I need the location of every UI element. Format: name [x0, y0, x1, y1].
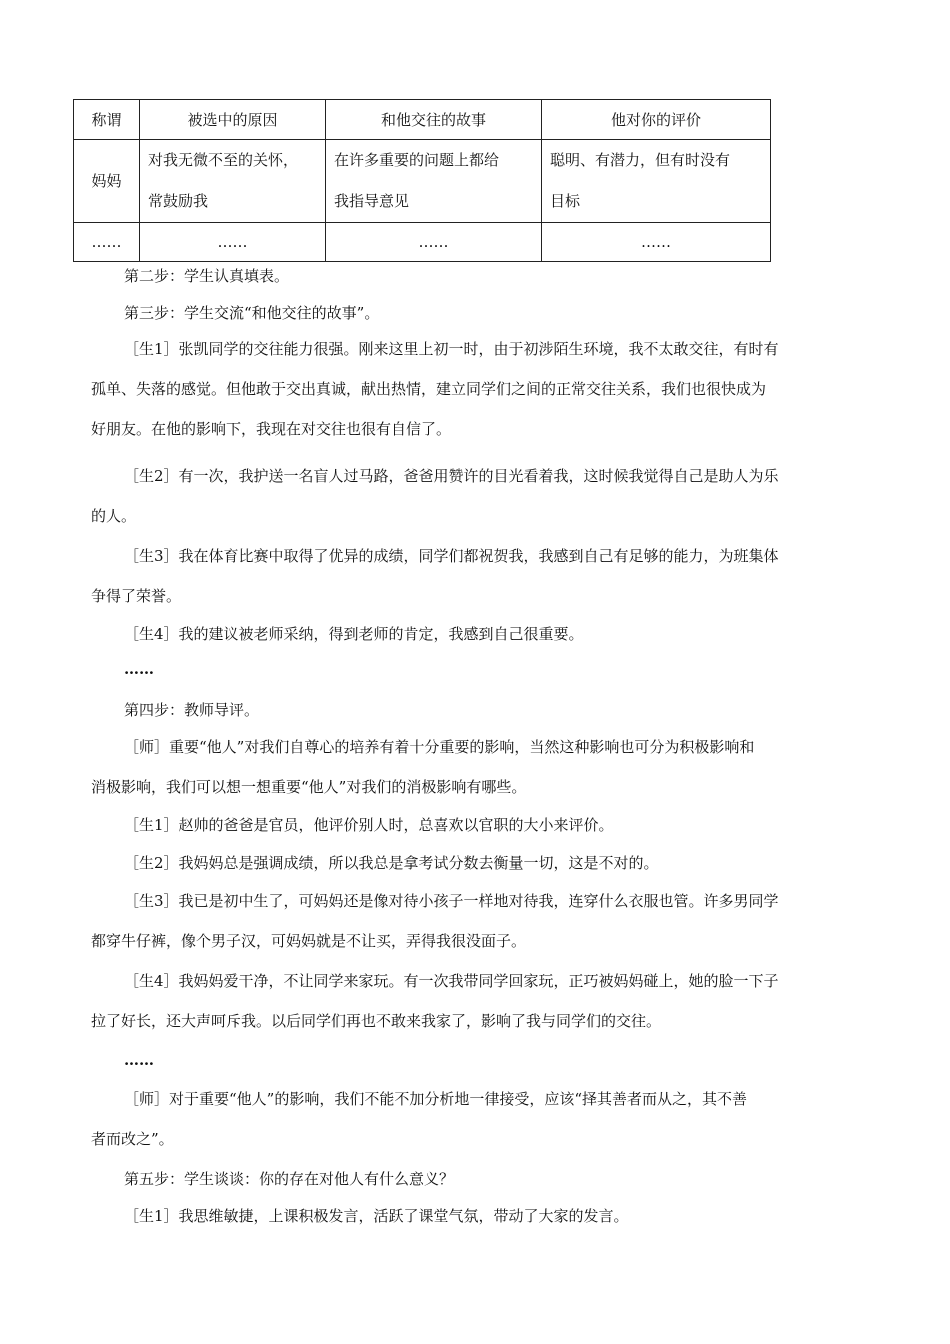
cell-ellipsis: ……: [326, 223, 542, 262]
para-line: 者而改之”。: [91, 1130, 174, 1148]
negative-example-3: [91, 891, 861, 971]
student-2-story: [91, 466, 861, 546]
step-4: 第四步：教师导评。: [124, 701, 260, 719]
table-row: [74, 140, 771, 223]
header-title: 称谓: [74, 100, 140, 140]
para-line: 都穿牛仔裤，像个男子汉，可妈妈就是不让买，弄得我很没面子。: [91, 932, 527, 950]
cell-ellipsis: ……: [74, 223, 140, 262]
step-2: 第二步：学生认真填表。: [124, 267, 290, 285]
para-line: 孤单、失落的感觉。但他敢于交出真诚，献出热情，建立同学们之间的正常交往关系，我们也很快成为: [91, 380, 767, 398]
cell-story: [326, 140, 542, 223]
para-line: ［生4］我妈妈爱干净，不让同学来家玩。有一次我带同学回家玩，正巧被妈妈碰上，她的脸一下子: [124, 972, 779, 990]
teacher-comment-1: [91, 737, 861, 817]
cell-story-line-2: 我指导意见: [334, 192, 410, 210]
para-line: 拉了好长，还大声呵斥我。以后同学们再也不敢来我家了，影响了我与同学们的交往。: [91, 1012, 662, 1030]
student-4-story: ［生4］我的建议被老师采纳，得到老师的肯定，我感到自己很重要。: [124, 625, 584, 643]
table-row: [74, 223, 771, 262]
evaluation-table: [73, 99, 771, 262]
cell-reason-line-1: 对我无微不至的关怀，: [148, 151, 299, 169]
ellipsis: ……: [124, 660, 154, 678]
step-3: 第三步：学生交流“和他交往的故事”。: [124, 304, 380, 322]
para-line: 好朋友。在他的影响下，我现在对交往也很有自信了。: [91, 420, 452, 438]
negative-example-1: ［生1］赵帅的爸爸是官员，他评价别人时，总喜欢以官职的大小来评价。: [124, 816, 614, 834]
cell-reason: [140, 140, 326, 223]
cell-reason-line-2: 常鼓励我: [148, 192, 209, 210]
cell-evaluation: [542, 140, 771, 223]
header-evaluation: 他对你的评价: [542, 100, 771, 140]
teacher-comment-2: [91, 1089, 861, 1169]
para-line: 争得了荣誉。: [91, 587, 182, 605]
cell-title: 妈妈: [74, 140, 140, 223]
negative-example-4: [91, 971, 861, 1051]
cell-evaluation-line-1: 聪明、有潜力，但有时没有: [550, 151, 731, 169]
para-line: ［生1］张凯同学的交往能力很强。刚来这里上初一时，由于初涉陌生环境，我不太敢交往，有时有: [124, 340, 779, 358]
para-line: ［生3］我在体育比赛中取得了优异的成绩，同学们都祝贺我，我感到自己有足够的能力，为班集体: [124, 547, 779, 565]
negative-example-2: ［生2］我妈妈总是强调成绩，所以我总是拿考试分数去衡量一切，这是不对的。: [124, 854, 659, 872]
ellipsis: ……: [124, 1051, 154, 1069]
cell-ellipsis: ……: [140, 223, 326, 262]
para-line: 的人。: [91, 507, 137, 525]
cell-evaluation-line-2: 目标: [550, 192, 581, 210]
para-line: ［生3］我已是初中生了，可妈妈还是像对待小孩子一样地对待我，连穿什么衣服也管。许多男同学: [124, 892, 779, 910]
cell-story-line-1: 在许多重要的问题上都给: [334, 151, 500, 169]
para-line: 消极影响，我们可以想一想重要“他人”对我们的消极影响有哪些。: [91, 778, 527, 796]
student-1-story: [91, 339, 861, 459]
student-3-story: [91, 546, 861, 626]
cell-ellipsis: ……: [542, 223, 771, 262]
student-meaning-1: ［生1］我思维敏捷，上课积极发言，活跃了课堂气氛，带动了大家的发言。: [124, 1207, 629, 1225]
para-line: ［师］重要“他人”对我们自尊心的培养有着十分重要的影响，当然这种影响也可分为积极影响和: [124, 738, 755, 756]
header-reason: 被选中的原因: [140, 100, 326, 140]
para-line: ［师］对于重要“他人”的影响，我们不能不加分析地一律接受，应该“择其善者而从之，其不善: [124, 1090, 748, 1108]
para-line: ［生2］有一次，我护送一名盲人过马路，爸爸用赞许的目光看着我，这时候我觉得自己是助人为乐: [124, 467, 779, 485]
header-story: 和他交往的故事: [326, 100, 542, 140]
step-5: 第五步：学生谈谈：你的存在对他人有什么意义？: [124, 1170, 455, 1188]
table-header-row: [74, 100, 771, 140]
